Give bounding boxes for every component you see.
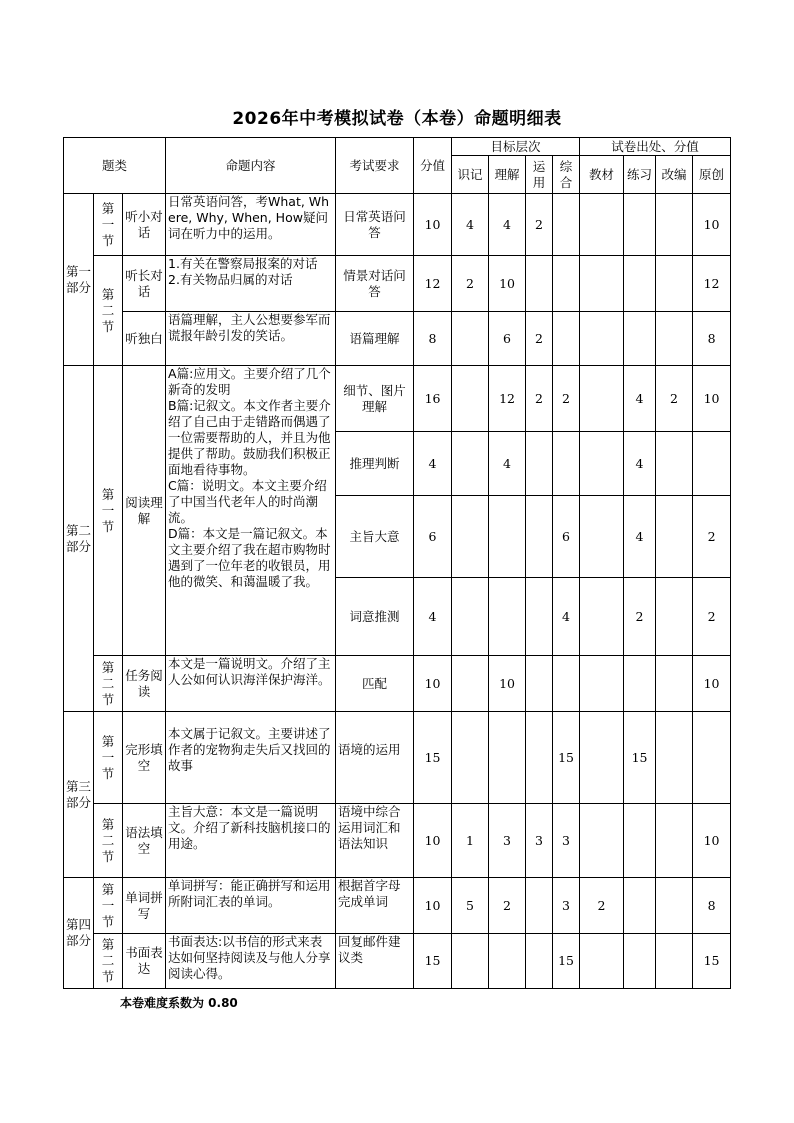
- header-source-group: 试卷出处、分值: [580, 138, 731, 156]
- s1-cell: [580, 496, 624, 578]
- t3-cell: [526, 256, 553, 312]
- s4-cell: 10: [693, 194, 731, 256]
- s2-cell: [624, 934, 656, 989]
- spec-table: [63, 137, 731, 989]
- table-row: [64, 712, 731, 804]
- section-label: 第二节: [94, 656, 123, 712]
- t4-cell: [553, 432, 580, 496]
- content-cell: 书面表达:以书信的形式来表达如何坚持阅读及与他人分享阅读心得。: [166, 934, 336, 989]
- t4-cell: [553, 194, 580, 256]
- s1-cell: [580, 934, 624, 989]
- requirement-cell: 匹配: [336, 656, 414, 712]
- score-cell: 4: [414, 578, 452, 656]
- t4-cell: 4: [553, 578, 580, 656]
- s3-cell: [656, 656, 693, 712]
- t4-cell: [553, 256, 580, 312]
- section-label: 第一节: [94, 878, 123, 934]
- header-t4: 综合: [553, 156, 580, 194]
- t2-cell: 12: [489, 366, 526, 432]
- t2-cell: 4: [489, 194, 526, 256]
- t3-cell: [526, 934, 553, 989]
- s1-cell: [580, 656, 624, 712]
- t2-cell: [489, 578, 526, 656]
- s3-cell: [656, 804, 693, 878]
- t4-cell: 15: [553, 712, 580, 804]
- section-label: 第二节: [94, 256, 123, 366]
- s2-cell: 4: [624, 366, 656, 432]
- content-cell: 1.有关在警察局报案的对话 2.有关物品归属的对话: [166, 256, 336, 312]
- type-cell: 听小对话: [123, 194, 166, 256]
- score-cell: 6: [414, 496, 452, 578]
- header-s2: 练习: [624, 156, 656, 194]
- t1-cell: [452, 934, 489, 989]
- score-cell: 10: [414, 804, 452, 878]
- score-cell: 8: [414, 312, 452, 366]
- part-4-label: 第四部分: [64, 878, 94, 989]
- s3-cell: [656, 934, 693, 989]
- header-t2: 理解: [489, 156, 526, 194]
- t2-cell: 10: [489, 256, 526, 312]
- t3-cell: 3: [526, 804, 553, 878]
- t1-cell: 1: [452, 804, 489, 878]
- requirement-cell: 推理判断: [336, 432, 414, 496]
- score-cell: 10: [414, 194, 452, 256]
- t2-cell: 10: [489, 656, 526, 712]
- s2-cell: [624, 256, 656, 312]
- t3-cell: [526, 578, 553, 656]
- table-row: [64, 256, 731, 312]
- table-row: [64, 878, 731, 934]
- requirement-cell: 根据首字母完成单词: [336, 878, 414, 934]
- s4-cell: [693, 432, 731, 496]
- difficulty-note: 本卷难度系数为 0.80: [120, 996, 238, 1010]
- s2-cell: [624, 878, 656, 934]
- t1-cell: 2: [452, 256, 489, 312]
- t1-cell: [452, 496, 489, 578]
- header-t1: 识记: [452, 156, 489, 194]
- t1-cell: 5: [452, 878, 489, 934]
- content-cell: 日常英语问答，考What, Where, Why, When, How疑问词在听力中的运用。: [166, 194, 336, 256]
- table-row: [64, 656, 731, 712]
- s2-cell: 4: [624, 496, 656, 578]
- requirement-cell: 词意推测: [336, 578, 414, 656]
- s2-cell: 15: [624, 712, 656, 804]
- header-score: 分值: [414, 138, 452, 194]
- score-cell: 16: [414, 366, 452, 432]
- t4-cell: 3: [553, 804, 580, 878]
- t2-cell: 4: [489, 432, 526, 496]
- s1-cell: [580, 804, 624, 878]
- s4-cell: 15: [693, 934, 731, 989]
- s1-cell: [580, 712, 624, 804]
- s1-cell: [580, 432, 624, 496]
- s4-cell: 10: [693, 804, 731, 878]
- score-cell: 4: [414, 432, 452, 496]
- part-1-label: 第一部分: [64, 194, 94, 366]
- s4-cell: 10: [693, 366, 731, 432]
- page-title: 2026年中考模拟试卷（本卷）命题明细表: [232, 109, 562, 129]
- t1-cell: [452, 312, 489, 366]
- score-cell: 10: [414, 878, 452, 934]
- header-s4: 原创: [693, 156, 731, 194]
- s4-cell: 2: [693, 496, 731, 578]
- content-cell: 本文属于记叙文。主要讲述了作者的宠物狗走失后又找回的故事: [166, 712, 336, 804]
- content-cell: 本文是一篇说明文。介绍了主人公如何认识海洋保护海洋。: [166, 656, 336, 712]
- t1-cell: [452, 432, 489, 496]
- part-3-label: 第三部分: [64, 712, 94, 878]
- s1-cell: [580, 256, 624, 312]
- s1-cell: [580, 312, 624, 366]
- requirement-cell: 主旨大意: [336, 496, 414, 578]
- content-cell: A篇:应用文。主要介绍了几个新奇的发明 B篇:记叙文。本文作者主要介绍了自己由于走错路而偶遇了一位需要帮助的人，并且为他提供了帮助。鼓励我们积极正面地看待事物。 C篇：说明文。本文主要介绍了中国当代老年人的时尚潮流。 D篇：本文是一篇记叙文。本文主要介绍了我在超市购物时遇到了一位年老的收银员，用他的微笑、和蔼温暖了我。: [166, 366, 336, 656]
- type-cell: 任务阅读: [123, 656, 166, 712]
- t3-cell: 2: [526, 194, 553, 256]
- t1-cell: [452, 366, 489, 432]
- s1-cell: [580, 366, 624, 432]
- t4-cell: [553, 656, 580, 712]
- requirement-cell: 情景对话问答: [336, 256, 414, 312]
- t2-cell: 2: [489, 878, 526, 934]
- s4-cell: 8: [693, 312, 731, 366]
- requirement-cell: 日常英语问答: [336, 194, 414, 256]
- s3-cell: [656, 256, 693, 312]
- section-label: 第二节: [94, 934, 123, 989]
- s2-cell: 4: [624, 432, 656, 496]
- s2-cell: [624, 804, 656, 878]
- s2-cell: [624, 312, 656, 366]
- type-cell: 完形填空: [123, 712, 166, 804]
- type-cell: 听独白: [123, 312, 166, 366]
- t4-cell: 3: [553, 878, 580, 934]
- type-cell: 单词拼写: [123, 878, 166, 934]
- t2-cell: [489, 934, 526, 989]
- header-row-1: [64, 138, 731, 156]
- t3-cell: 2: [526, 366, 553, 432]
- s3-cell: [656, 496, 693, 578]
- s3-cell: [656, 578, 693, 656]
- section-label: 第一节: [94, 194, 123, 256]
- s3-cell: [656, 712, 693, 804]
- s2-cell: [624, 194, 656, 256]
- type-cell: 听长对话: [123, 256, 166, 312]
- requirement-cell: 细节、图片理解: [336, 366, 414, 432]
- t1-cell: [452, 578, 489, 656]
- header-target-group: 目标层次: [452, 138, 580, 156]
- s4-cell: 10: [693, 656, 731, 712]
- s3-cell: [656, 432, 693, 496]
- table-row: [64, 366, 731, 432]
- s4-cell: 8: [693, 878, 731, 934]
- s3-cell: [656, 878, 693, 934]
- requirement-cell: 语篇理解: [336, 312, 414, 366]
- part-2-label: 第二部分: [64, 366, 94, 712]
- t1-cell: [452, 656, 489, 712]
- section-label: 第一节: [94, 366, 123, 656]
- t3-cell: [526, 432, 553, 496]
- type-cell: 语法填空: [123, 804, 166, 878]
- t2-cell: 6: [489, 312, 526, 366]
- requirement-cell: 语境中综合运用词汇和语法知识: [336, 804, 414, 878]
- header-t3: 运用: [526, 156, 553, 194]
- s3-cell: [656, 312, 693, 366]
- type-cell: 书面表达: [123, 934, 166, 989]
- s3-cell: 2: [656, 366, 693, 432]
- s2-cell: [624, 656, 656, 712]
- t4-cell: 6: [553, 496, 580, 578]
- t2-cell: 3: [489, 804, 526, 878]
- s3-cell: [656, 194, 693, 256]
- s1-cell: 2: [580, 878, 624, 934]
- header-requirement: 考试要求: [336, 138, 414, 194]
- s1-cell: [580, 194, 624, 256]
- t1-cell: 4: [452, 194, 489, 256]
- requirement-cell: 回复邮件建议类: [336, 934, 414, 989]
- content-cell: 语篇理解，主人公想要参军而谎报年龄引发的笑话。: [166, 312, 336, 366]
- content-cell: 主旨大意：本文是一篇说明文。介绍了新科技脑机接口的用途。: [166, 804, 336, 878]
- table-row: [64, 194, 731, 256]
- header-s3: 改编: [656, 156, 693, 194]
- type-cell: 阅读理解: [123, 366, 166, 656]
- score-cell: 15: [414, 934, 452, 989]
- header-category: 题类: [64, 138, 166, 194]
- header-content: 命题内容: [166, 138, 336, 194]
- score-cell: 12: [414, 256, 452, 312]
- table-row: [64, 312, 731, 366]
- t4-cell: 15: [553, 934, 580, 989]
- t4-cell: [553, 312, 580, 366]
- t1-cell: [452, 712, 489, 804]
- score-cell: 10: [414, 656, 452, 712]
- header-s1: 教材: [580, 156, 624, 194]
- t3-cell: [526, 712, 553, 804]
- content-cell: 单词拼写：能正确拼写和运用所附词汇表的单词。: [166, 878, 336, 934]
- score-cell: 15: [414, 712, 452, 804]
- s4-cell: 12: [693, 256, 731, 312]
- t2-cell: [489, 712, 526, 804]
- t3-cell: [526, 496, 553, 578]
- requirement-cell: 语境的运用: [336, 712, 414, 804]
- t2-cell: [489, 496, 526, 578]
- s2-cell: 2: [624, 578, 656, 656]
- table-row: [64, 934, 731, 989]
- s4-cell: 2: [693, 578, 731, 656]
- s4-cell: [693, 712, 731, 804]
- section-label: 第一节: [94, 712, 123, 804]
- table-row: [64, 804, 731, 878]
- t3-cell: 2: [526, 312, 553, 366]
- t4-cell: 2: [553, 366, 580, 432]
- s1-cell: [580, 578, 624, 656]
- t3-cell: [526, 878, 553, 934]
- section-label: 第二节: [94, 804, 123, 878]
- t3-cell: [526, 656, 553, 712]
